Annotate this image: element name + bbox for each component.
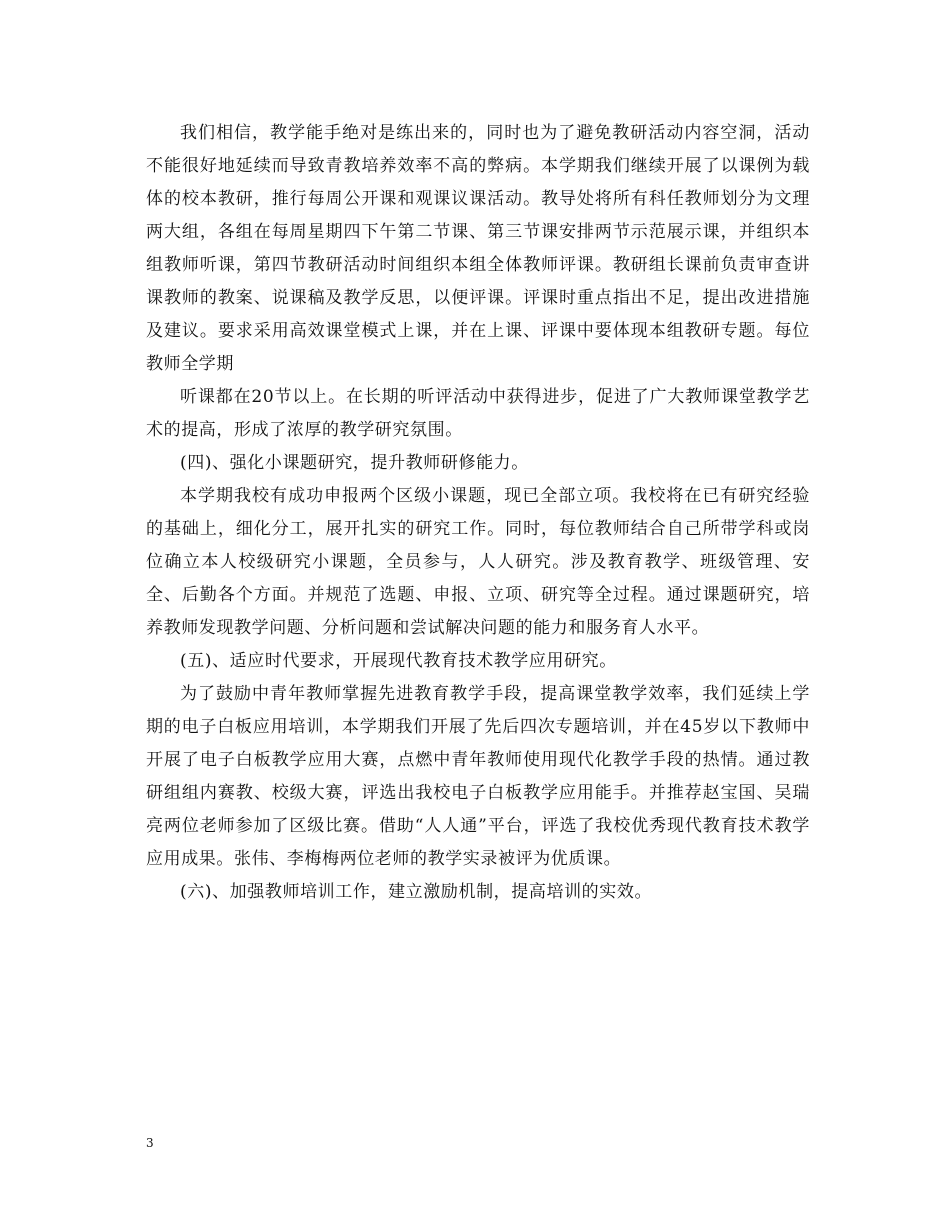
- section-heading-education-technology: (五)、适应时代要求，开展现代教育技术教学应用研究。: [180, 651, 617, 671]
- paragraph-education-technology: 为了鼓励中青年教师掌握先进教育教学手段，提高课堂教学效率，我们延续上学期的电子白板应用培训，本学期我们开展了先后四次专题培训，并在45岁以下教师中开展了电子白板教学应用大赛，点燃中青年教师使用现代化教学手段的热情。通过教研组组内赛教、校级大赛，评选出我校电子白板教学应用能手。并推荐赵宝国、吴瑞亮两位老师参加了区级比赛。借助“人人通”平台，评选了我校优秀现代教育技术教学应用成果。张伟、李梅梅两位老师的教学实录被评为优质课。: [146, 684, 810, 869]
- page-number: 3: [146, 1136, 154, 1150]
- document-body: [146, 117, 810, 909]
- paragraph-teaching-research: 我们相信，教学能手绝对是练出来的，同时也为了避免教研活动内容空洞，活动不能很好地延续而导致青教培养效率不高的弊病。本学期我们继续开展了以课例为载体的校本教研，推行每周公开课和观课议课活动。教导处将所有科任教师划分为文理两大组，各组在每周星期四下午第二节课、第三节课安排两节示范展示课，并组织本组教师听课，第四节教研活动时间组织本组全体教师评课。教研组长课前负责审查讲课教师的教案、说课稿及教学反思，以便评课。评课时重点指出不足，提出改进措施及建议。要求采用高效课堂模式上课，并在上课、评课中要体现本组教研专题。每位教师全学期: [146, 123, 810, 374]
- section-heading-small-topics: (四)、强化小课题研究，提升教师研修能力。: [180, 453, 529, 473]
- paragraph-lesson-observation: 听课都在20节以上。在长期的听评活动中获得进步，促进了广大教师课堂教学艺术的提高，形成了浓厚的教学研究氛围。: [146, 387, 810, 440]
- paragraph-small-topics: 本学期我校有成功申报两个区级小课题，现已全部立项。我校将在已有研究经验的基础上，细化分工，展开扎实的研究工作。同时，每位教师结合自己所带学科或岗位确立本人校级研究小课题，全员参与，人人研究。涉及教育教学、班级管理、安全、后勤各个方面。并规范了选题、申报、立项、研究等全过程。通过课题研究，培养教师发现教学问题、分析问题和尝试解决问题的能力和服务育人水平。: [146, 486, 810, 638]
- section-heading-teacher-training: (六)、加强教师培训工作，建立激励机制，提高培训的实效。: [180, 882, 653, 902]
